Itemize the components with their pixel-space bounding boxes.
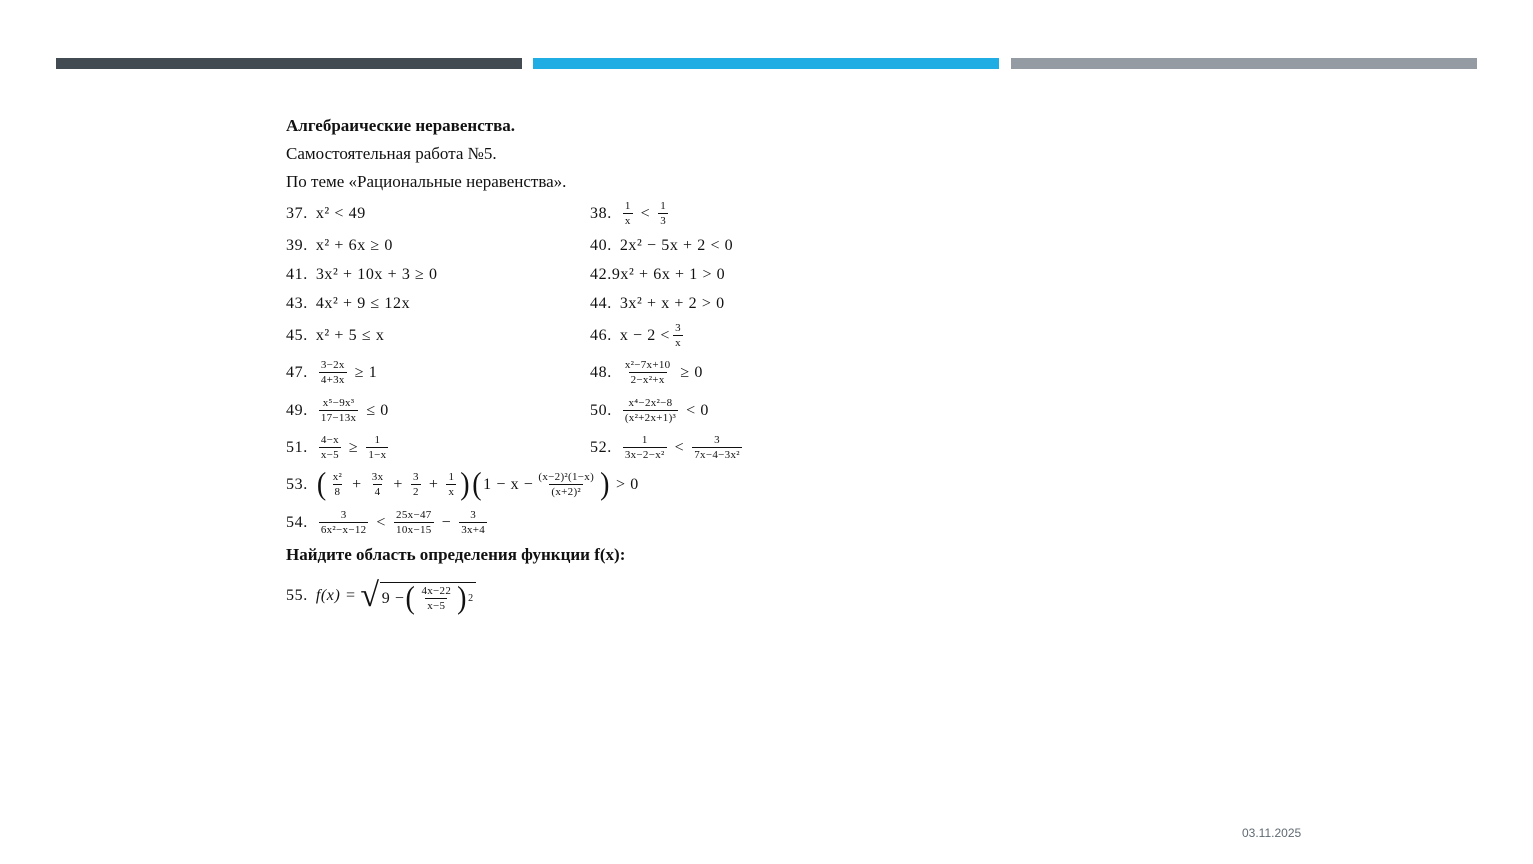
- denominator: x: [624, 215, 631, 227]
- problem-47: [286, 355, 382, 391]
- problem-expression: 4x² + 9 ≤ 12x: [315, 295, 411, 312]
- problem-expression: 3x² + x + 2 > 0: [619, 295, 725, 312]
- problem-expression: 9x² + 6x + 1 > 0: [611, 266, 726, 283]
- problem-number: 40.: [590, 237, 612, 254]
- problem-number: 54.: [286, 514, 308, 531]
- problem-38: [590, 196, 671, 232]
- fraction: [623, 360, 673, 386]
- problem-number: 52.: [590, 439, 612, 456]
- problem-row: [286, 574, 846, 618]
- denominator: 3: [660, 215, 667, 227]
- denominator: x: [448, 486, 455, 498]
- problem-53: [286, 467, 644, 503]
- problem-51: [286, 430, 391, 466]
- denominator: x: [675, 337, 681, 349]
- fraction: [411, 472, 421, 498]
- denominator: 7x−4−3x²: [694, 449, 740, 461]
- close-paren: ): [460, 466, 471, 503]
- problem-number: 41.: [286, 266, 308, 283]
- fraction: [459, 510, 487, 536]
- operator: +: [393, 476, 404, 493]
- problem-row: [286, 286, 846, 322]
- function-lhs: f(x) =: [315, 587, 357, 604]
- numerator: x²−7x+10: [624, 359, 671, 371]
- problem-number: 50.: [590, 402, 612, 419]
- operator: +: [428, 476, 439, 493]
- worksheet-topic: По теме «Рациональные неравенства».: [286, 172, 567, 191]
- fraction: [673, 323, 683, 349]
- problem-49: [286, 393, 394, 429]
- problem-expression: ≤ 0: [366, 402, 389, 419]
- numerator: x⁴−2x²−8: [628, 397, 673, 409]
- numerator: (x−2)²(1−x): [538, 471, 595, 483]
- fraction: [331, 472, 344, 498]
- slide-date: 03.11.2025: [1242, 826, 1302, 840]
- operator: <: [674, 439, 685, 456]
- numerator: 3: [470, 509, 477, 521]
- problem-number: 39.: [286, 237, 308, 254]
- problem-44: [590, 286, 725, 322]
- denominator: 6x²−x−12: [320, 524, 367, 536]
- numerator: 4x−22: [421, 584, 452, 597]
- numerator: 1: [660, 200, 667, 212]
- problem-row: [286, 196, 846, 232]
- problem-expression: x − 2 <: [619, 327, 671, 344]
- problem-row: [286, 505, 846, 541]
- fraction: [658, 201, 668, 227]
- operator: +: [352, 476, 362, 493]
- fraction: [446, 472, 456, 498]
- problem-expression: > 0: [616, 476, 639, 493]
- problem-number: 44.: [590, 295, 612, 312]
- denominator: 4+3x: [320, 374, 345, 386]
- numerator: 3: [714, 434, 720, 446]
- numerator: 1: [641, 434, 648, 446]
- close-paren: ): [600, 466, 610, 503]
- problem-expression: ≥ 0: [680, 364, 704, 381]
- problem-50: [590, 393, 714, 429]
- problem-number: 37.: [286, 205, 308, 222]
- fraction: [623, 201, 633, 227]
- fraction: [370, 472, 386, 498]
- problem-number: 45.: [286, 327, 308, 344]
- header-bar-gray: [1011, 58, 1477, 69]
- worksheet-subtitle: Самостоятельная работа №5.: [286, 144, 497, 163]
- fraction: [623, 435, 667, 461]
- square-root: [360, 577, 475, 616]
- fraction: [536, 472, 596, 498]
- numerator: x⁵−9x³: [322, 397, 355, 409]
- numerator: 3: [675, 322, 681, 334]
- numerator: 3x: [371, 471, 384, 483]
- fraction: [623, 398, 678, 424]
- open-paren: (: [405, 580, 416, 616]
- problem-row: [286, 467, 846, 503]
- problem-number: 49.: [286, 402, 308, 419]
- problem-52: [590, 430, 745, 466]
- problem-row: [286, 318, 846, 354]
- problem-expression: 9 −: [381, 589, 405, 607]
- problem-55: [286, 574, 476, 618]
- open-paren: (: [472, 466, 483, 503]
- denominator: (x+2)²: [551, 486, 582, 498]
- problem-expression: ≥ 1: [354, 364, 378, 381]
- problem-46: [590, 318, 686, 354]
- operator: <: [640, 205, 651, 222]
- operator: −: [441, 514, 452, 531]
- fraction: [394, 510, 434, 536]
- problem-expression: < 0: [686, 402, 709, 419]
- worksheet-title: Алгебраические неравенства.: [286, 116, 516, 135]
- problem-43: [286, 286, 410, 322]
- problem-expression: x² + 6x ≥ 0: [315, 237, 394, 254]
- denominator: x−5: [427, 599, 446, 612]
- denominator: 3x−2−x²: [624, 449, 665, 461]
- problem-number: 46.: [590, 327, 612, 344]
- problem-expression: x² < 49: [315, 205, 366, 222]
- denominator: (x²+2x+1)³: [624, 412, 677, 424]
- problem-37: [286, 196, 366, 232]
- problem-number: 53.: [286, 476, 308, 493]
- denominator: 10x−15: [396, 524, 432, 536]
- problem-number: 47.: [286, 364, 308, 381]
- problem-54: [286, 505, 490, 541]
- domain-task-heading: Найдите область определения функции f(x):: [286, 545, 626, 564]
- fraction: [366, 435, 388, 461]
- numerator: 3: [340, 509, 347, 521]
- problem-number: 38.: [590, 205, 612, 222]
- radical-sign: √: [360, 577, 380, 614]
- open-paren: (: [316, 466, 327, 503]
- problem-expression: 3x² + 10x + 3 ≥ 0: [315, 266, 438, 283]
- denominator: 17−13x: [320, 412, 357, 424]
- numerator: 25x−47: [396, 509, 432, 521]
- operator: <: [376, 514, 387, 531]
- denominator: 2−x²+x: [630, 374, 665, 386]
- problem-expression: 2x² − 5x + 2 < 0: [619, 237, 734, 254]
- problem-expression: x² + 5 ≤ x: [315, 327, 385, 344]
- problem-row: [286, 355, 846, 391]
- problem-number: 42.: [590, 266, 612, 283]
- denominator: 8: [334, 486, 341, 498]
- problem-number: 43.: [286, 295, 308, 312]
- problem-row: [286, 393, 846, 429]
- problem-expression: 1 − x −: [483, 476, 534, 493]
- fraction: [419, 586, 453, 612]
- exponent: 2: [468, 593, 474, 604]
- problem-number: 51.: [286, 439, 308, 456]
- numerator: 3: [413, 471, 419, 483]
- problem-number: 48.: [590, 364, 612, 381]
- fraction: [319, 435, 341, 461]
- problem-number: 55.: [286, 587, 308, 604]
- operator: ≥: [348, 439, 359, 456]
- problem-row: [286, 430, 846, 466]
- fraction: [692, 435, 742, 461]
- header-bar-dark: [56, 58, 522, 69]
- numerator: 3−2x: [320, 359, 345, 371]
- fraction: [319, 398, 359, 424]
- denominator: 1−x: [368, 449, 387, 461]
- denominator: 2: [413, 486, 419, 498]
- numerator: x²: [332, 471, 343, 483]
- fraction: [319, 510, 369, 536]
- denominator: 3x+4: [461, 524, 486, 536]
- fraction: [319, 360, 347, 386]
- header-bar-blue: [533, 58, 999, 69]
- close-paren: ): [457, 580, 468, 616]
- problem-48: [590, 355, 708, 391]
- denominator: x−5: [320, 449, 339, 461]
- numerator: 1: [448, 471, 455, 483]
- numerator: 4−x: [320, 434, 339, 446]
- problem-45: [286, 318, 384, 354]
- denominator: 4: [374, 486, 381, 498]
- numerator: 1: [624, 200, 631, 212]
- radicand: [380, 580, 476, 616]
- numerator: 1: [374, 434, 381, 446]
